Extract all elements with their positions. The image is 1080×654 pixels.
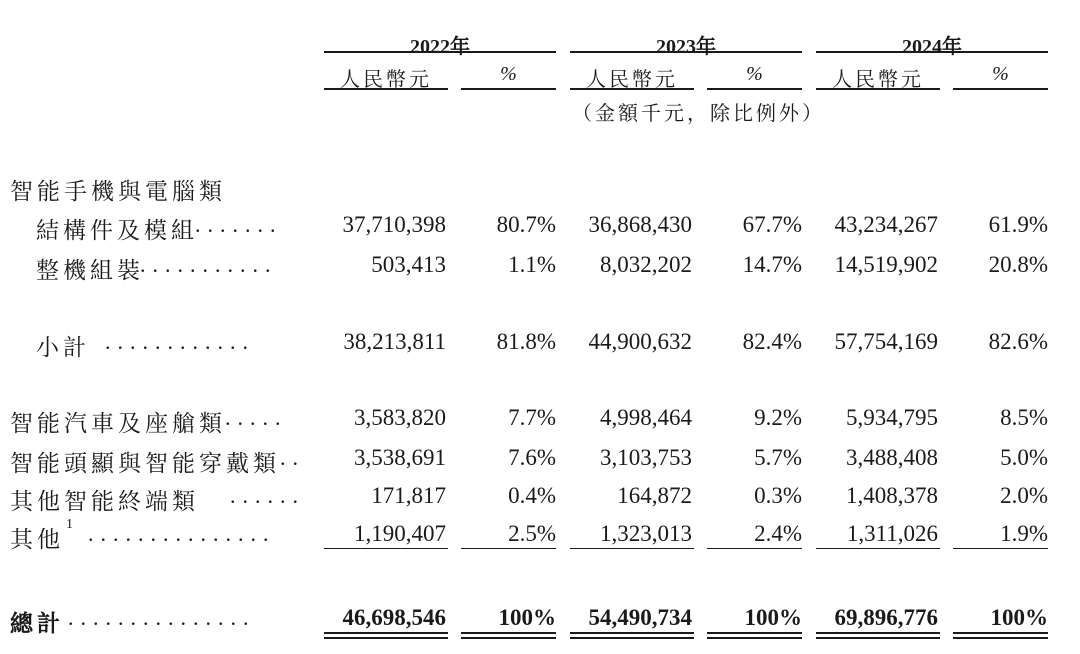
cell-pct-2023: 67.7% [742, 212, 802, 237]
cell-amount-2024: 5,934,795 [846, 405, 938, 430]
total-double-rule [707, 632, 802, 634]
total-double-rule [461, 637, 556, 639]
cell-amount-2022: 46,698,546 [342, 605, 446, 630]
leader-dots: ............... [88, 521, 276, 546]
cell-amount-2024: 1,311,026 [846, 521, 938, 546]
row-label: 其他智能終端類 [10, 489, 199, 514]
header-underline [816, 88, 940, 90]
percent-header-2023: % [746, 63, 763, 85]
cell-amount-2022: 37,710,398 [342, 212, 446, 237]
row-label-total: 總計 [10, 611, 64, 636]
cell-pct-2022: 100% [498, 605, 556, 630]
total-double-rule [953, 632, 1048, 634]
leader-dots: ..... [225, 405, 288, 430]
cell-amount-2022: 3,538,691 [354, 445, 446, 470]
footnote-marker: 1 [66, 517, 73, 532]
header-underline [461, 88, 556, 90]
leader-dots: ............ [105, 329, 255, 354]
cell-amount-2024: 57,754,169 [834, 329, 938, 354]
leader-dots: ............... [68, 605, 256, 630]
row-label: 其他 [10, 527, 64, 552]
cell-amount-2023: 54,490,734 [588, 605, 692, 630]
cell-pct-2022: 7.7% [508, 405, 556, 430]
year-underline-2023 [570, 51, 802, 53]
cell-pct-2024: 1.9% [1000, 521, 1048, 546]
section-label: 智能手機與電腦類 [10, 179, 226, 204]
total-double-rule [570, 632, 694, 634]
cell-pct-2023: 5.7% [754, 445, 802, 470]
percent-header-2022: % [500, 63, 517, 85]
cell-pct-2023: 82.4% [742, 329, 802, 354]
subtotal-rule [461, 548, 556, 549]
subtotal-rule [953, 548, 1048, 549]
cell-pct-2024: 61.9% [988, 212, 1048, 237]
year-underline-2024 [816, 51, 1048, 53]
leader-dots: .. [280, 445, 305, 470]
percent-header-2024: % [992, 63, 1009, 85]
cell-amount-2023: 4,998,464 [600, 405, 692, 430]
unit-note: （金額千元，除比例外） [572, 103, 825, 125]
cell-amount-2024: 14,519,902 [834, 252, 938, 277]
cell-pct-2022: 80.7% [496, 212, 556, 237]
cell-amount-2022: 38,213,811 [343, 329, 446, 354]
total-double-rule [953, 637, 1048, 639]
cell-pct-2023: 100% [744, 605, 802, 630]
cell-amount-2023: 36,868,430 [588, 212, 692, 237]
total-double-rule [816, 637, 940, 639]
header-underline [570, 88, 694, 90]
cell-pct-2023: 14.7% [742, 252, 802, 277]
cell-amount-2024: 69,896,776 [834, 605, 938, 630]
cell-pct-2022: 2.5% [508, 521, 556, 546]
total-double-rule [461, 632, 556, 634]
cell-amount-2023: 44,900,632 [588, 329, 692, 354]
cell-pct-2024: 100% [990, 605, 1048, 630]
header-underline [324, 88, 448, 90]
row-label: 小計 [36, 335, 90, 360]
cell-pct-2022: 1.1% [508, 252, 556, 277]
subtotal-rule [570, 548, 694, 549]
total-double-rule [324, 632, 448, 634]
cell-pct-2022: 81.8% [496, 329, 556, 354]
total-double-rule [324, 637, 448, 639]
subtotal-rule [707, 548, 802, 549]
currency-header-2024: 人民幣元 [832, 69, 924, 91]
cell-amount-2022: 3,583,820 [354, 405, 446, 430]
cell-amount-2022: 1,190,407 [354, 521, 446, 546]
leader-dots: ...... [230, 483, 305, 508]
year-header-2022: 2022年 [410, 36, 470, 58]
row-label: 智能頭顯與智能穿戴類 [10, 451, 280, 476]
cell-pct-2022: 7.6% [508, 445, 556, 470]
row-label: 結構件及模組 [36, 218, 198, 243]
year-underline-2022 [324, 51, 556, 53]
leader-dots: ....... [195, 212, 283, 237]
row-label: 整機組裝 [36, 258, 144, 283]
header-underline [953, 88, 1048, 90]
cell-pct-2024: 5.0% [1000, 445, 1048, 470]
currency-header-2022: 人民幣元 [340, 69, 432, 91]
cell-amount-2023: 8,032,202 [600, 252, 692, 277]
cell-amount-2022: 171,817 [371, 483, 446, 508]
subtotal-rule [324, 548, 448, 549]
leader-dots: ........... [140, 252, 278, 277]
total-double-rule [707, 637, 802, 639]
cell-pct-2023: 0.3% [754, 483, 802, 508]
cell-pct-2023: 9.2% [754, 405, 802, 430]
cell-pct-2024: 8.5% [1000, 405, 1048, 430]
cell-amount-2024: 43,234,267 [834, 212, 938, 237]
row-label: 智能汽車及座艙類 [10, 411, 226, 436]
cell-amount-2023: 164,872 [617, 483, 692, 508]
cell-amount-2023: 3,103,753 [600, 445, 692, 470]
cell-pct-2023: 2.4% [754, 521, 802, 546]
cell-amount-2022: 503,413 [371, 252, 446, 277]
currency-header-2023: 人民幣元 [586, 69, 678, 91]
subtotal-rule [816, 548, 940, 549]
total-double-rule [570, 637, 694, 639]
total-double-rule [816, 632, 940, 634]
year-header-2023: 2023年 [656, 36, 716, 58]
cell-amount-2023: 1,323,013 [600, 521, 692, 546]
cell-pct-2022: 0.4% [508, 483, 556, 508]
cell-amount-2024: 1,408,378 [846, 483, 938, 508]
cell-amount-2024: 3,488,408 [846, 445, 938, 470]
header-underline [707, 88, 802, 90]
year-header-2024: 2024年 [902, 36, 962, 58]
cell-pct-2024: 2.0% [1000, 483, 1048, 508]
cell-pct-2024: 82.6% [988, 329, 1048, 354]
cell-pct-2024: 20.8% [988, 252, 1048, 277]
